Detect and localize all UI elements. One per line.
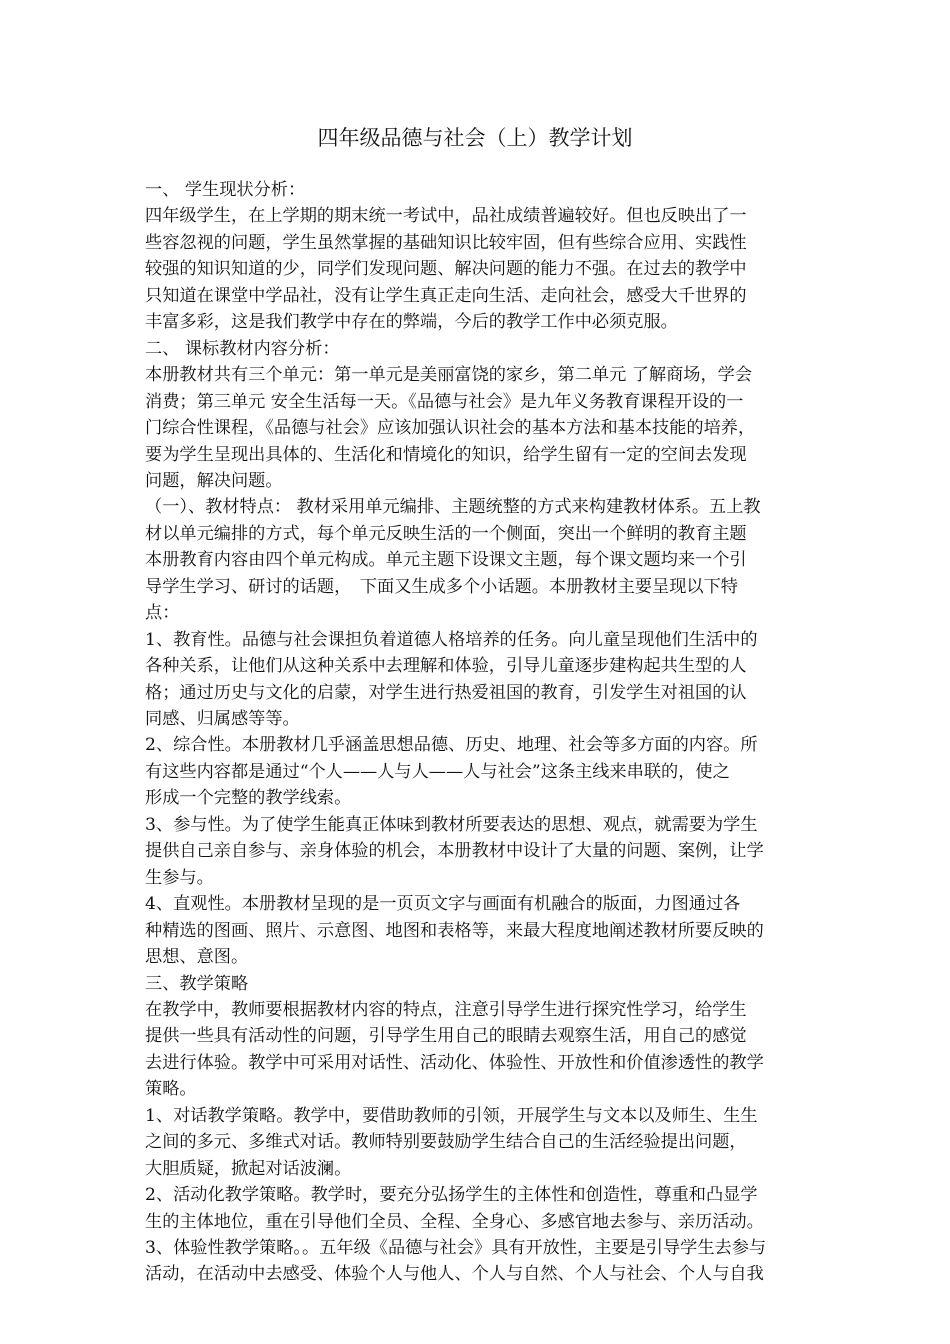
text-line: 较强的知识知道的少，同学们发现问题、解决问题的能力不强。在过去的教学中 <box>145 259 747 280</box>
text-line: 三、教学策略 <box>145 973 249 994</box>
text-line: 2、活动化教学策略。教学时，要充分弘扬学生的主体性和创造性，尊重和凸显学 <box>145 1185 758 1206</box>
text-line: 之间的多元、多维式对话。教师特别要鼓励学生结合自己的生活经验提出问题， <box>145 1132 747 1153</box>
text-line: 四年级学生，在上学期的期末统一考试中，品社成绩普遍较好。但也反映出了一 <box>145 206 747 227</box>
text-line: 策略。 <box>145 1079 197 1100</box>
text-line: （一）、教材特点： 教材采用单元编排、主题统整的方式来构建教材体系。五上教 <box>145 497 761 518</box>
document-title: 四年级品德与社会（上）教学计划 <box>317 126 633 150</box>
text-line: 活动，在活动中去感受、体验个人与他人、个人与自然、个人与社会、个人与自我 <box>145 1264 764 1285</box>
text-line: 1、教育性。品德与社会课担负着道德人格培养的任务。向儿童呈现他们生活中的 <box>145 629 758 650</box>
text-line: 提供自己亲自参与、亲身体验的机会，本册教材中设计了大量的问题、案例，让学 <box>145 841 764 862</box>
text-line: 一、 学生现状分析： <box>145 180 306 200</box>
text-line: 1、对话教学策略。教学中，要借助教师的引领，开展学生与文本以及师生、生生 <box>145 1105 758 1126</box>
text-line: 格；通过历史与文化的启蒙，对学生进行热爱祖国的教育，引发学生对祖国的认 <box>145 682 747 703</box>
text-line: 有这些内容都是通过“个人——人与人——人与社会”这条主线来串联的，使之 <box>145 761 730 782</box>
text-line: 丰富多彩，这是我们教学中存在的弊端，今后的教学工作中必须克服。 <box>145 312 678 333</box>
text-line: 大胆质疑，掀起对话波澜。 <box>145 1158 352 1179</box>
text-line: 思想、意图。 <box>145 947 249 968</box>
text-line: 要为学生呈现出具体的、生活化和情境化的知识，给学生留有一定的空间去发现 <box>145 444 747 465</box>
text-line: 4、直观性。本册教材呈现的是一页页文字与画面有机融合的版面，力图通过各 <box>145 894 741 915</box>
text-line: 3、参与性。为了使学生能真正体味到教材所要表达的思想、观点，就需要为学生 <box>145 814 758 835</box>
text-line: 生参与。 <box>145 867 214 888</box>
text-line: 材以单元编排的方式，每个单元反映生活的一个侧面，突出一个鲜明的教育主题 <box>145 523 747 544</box>
text-line: 导学生学习、研讨的话题， 下面又生成多个小话题。本册教材主要呈现以下特 <box>145 576 738 597</box>
text-line: 种精选的图画、照片、示意图、地图和表格等，来最大程度地阐述教材所要反映的 <box>145 920 764 941</box>
text-line: 形成一个完整的教学线索。 <box>145 788 352 809</box>
text-line: 2、综合性。本册教材几乎涵盖思想品德、历史、地理、社会等多方面的内容。所 <box>145 735 758 756</box>
text-line: 3、体验性教学策略。。五年级《品德与社会》具有开放性，主要是引导学生去参与 <box>145 1238 767 1258</box>
text-line: 些容忽视的问题，学生虽然掌握的基础知识比较牢固，但有些综合应用、实践性 <box>145 232 747 253</box>
text-line: 在教学中，教师要根据教材内容的特点，注意引导学生进行探究性学习，给学生 <box>145 999 747 1020</box>
text-line: 生的主体地位，重在引导他们全员、全程、全身心、多感官地去参与、亲历活动。 <box>145 1211 764 1232</box>
text-line: 本册教育内容由四个单元构成。单元主题下设课文主题，每个课文题均来一个引 <box>145 550 747 571</box>
text-line: 消费；第三单元 安全生活每一天。《品德与社会》是九年义务教育课程开设的一 <box>145 391 744 412</box>
text-line: 同感、归属感等等。 <box>145 709 300 729</box>
text-line: 只知道在课堂中学品社，没有让学生真正走向生活、走向社会，感受大千世界的 <box>145 285 747 306</box>
text-line: 点： <box>145 603 180 624</box>
text-line: 各种关系，让他们从这种关系中去理解和体验，引导儿童逐步建构起共生型的人 <box>145 656 747 677</box>
text-line: 去进行体验。教学中可采用对话性、活动化、体验性、开放性和价值渗透性的教学 <box>145 1052 764 1073</box>
text-line: 提供一些具有活动性的问题，引导学生用自己的眼睛去观察生活，用自己的感觉 <box>145 1026 747 1047</box>
text-line: 门综合性课程，《品德与社会》应该加强认识社会的基本方法和基本技能的培养， <box>145 418 756 439</box>
text-line: 本册教材共有三个单元：第一单元是美丽富饶的家乡，第二单元 了解商场，学会 <box>145 365 753 386</box>
text-line: 二、 课标教材内容分析： <box>145 338 340 359</box>
text-line: 问题，解决问题。 <box>145 470 283 491</box>
